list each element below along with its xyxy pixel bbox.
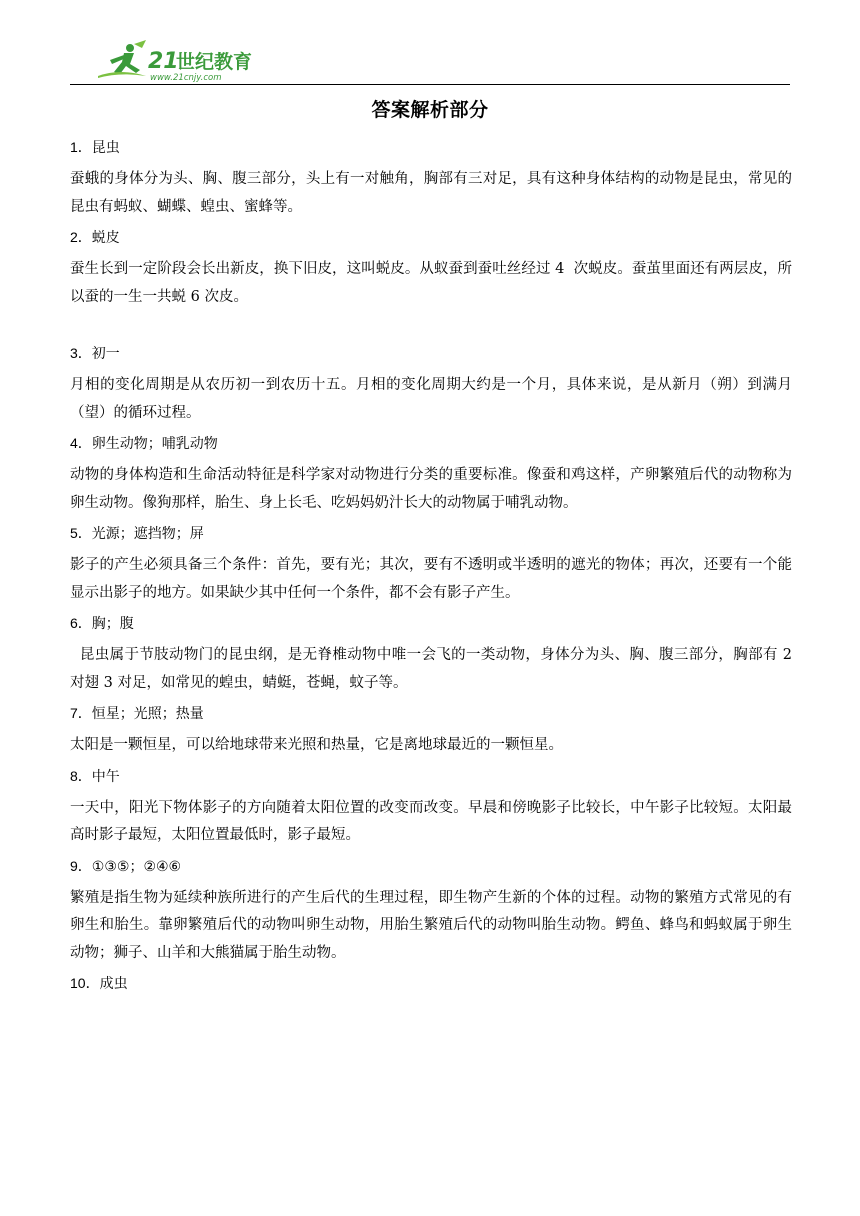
svg-text:世纪教育: 世纪教育	[176, 51, 253, 73]
question-number: 8．	[70, 767, 92, 784]
explanation-text: 昆虫属于节肢动物门的昆虫纲，是无脊椎动物中唯一会飞的一类动物，身体分为头、胸、腹三部分，胸部有 2 对翅 3 对足，如常见的蝗虫，蜻蜓，苍蝇，蚊子等。	[70, 647, 797, 691]
answer-text: 昆虫	[91, 140, 120, 156]
svg-text:www.21cnjy.com: www.21cnjy.com	[150, 73, 222, 83]
question-number: 4．	[70, 435, 92, 451]
question-number: 3．	[70, 345, 92, 361]
question-number: 5．	[70, 525, 92, 541]
answer-text: 初一	[91, 346, 120, 362]
question-answer	[70, 343, 792, 364]
explanation-text: 繁殖是指生物为延续种族所进行的产生后代的生理过程，即生物产生新的个体的过程。动物的繁殖方式常见的有卵生和胎生。靠卵繁殖后代的动物叫卵生动物，用胎生繁殖后代的动物叫胎生动物。鳄鱼、蜂鸟和蚂蚁属于卵生动物；狮子、山羊和大熊猫属于胎生动物。	[70, 889, 792, 961]
list-item	[70, 613, 797, 697]
explanation-text: 蚕蛾的身体分为头、胸、腹三部分，头上有一对触角，胸部有三对足，具有这种身体结构的动物是昆虫，常见的昆虫有蚂蚁、蝴蝶、蝗虫、蜜蜂等。	[70, 171, 792, 215]
list-item	[70, 973, 792, 994]
answer-text: 胸；腹	[91, 616, 134, 632]
explanation-text: 影子的产生必须具备三个条件：首先，要有光；其次，要有不透明或半透明的遮光的物体；再次，还要有一个能显示出影子的地方。如果缺少其中任何一个条件，都不会有影子产生。	[70, 557, 792, 601]
blank-gap	[70, 317, 792, 343]
logo	[90, 38, 260, 84]
answer-list	[70, 137, 797, 1002]
question-answer	[70, 137, 792, 158]
question-number: 9．	[70, 857, 92, 874]
explanation-text: 太阳是一颗恒星，可以给地球带来光照和热量，它是离地球最近的一颗恒星。	[70, 737, 563, 753]
question-answer	[70, 227, 792, 248]
list-item	[70, 703, 792, 760]
answer-text: 蜕皮	[91, 230, 120, 246]
question-answer	[70, 703, 792, 724]
page-title: 答案解析部分	[371, 99, 489, 121]
question-answer	[70, 613, 792, 634]
answer-text: ①③⑤；②④⑥	[91, 858, 182, 875]
question-answer	[70, 433, 792, 454]
header-divider	[70, 84, 790, 85]
list-item	[70, 766, 792, 850]
question-number: 1．	[70, 139, 92, 155]
question-number: 2．	[70, 229, 92, 245]
question-answer	[70, 856, 792, 877]
answer-text: 卵生动物；哺乳动物	[91, 436, 218, 452]
list-item	[70, 523, 792, 607]
question-answer	[70, 766, 792, 787]
list-item	[70, 343, 792, 427]
answer-text: 成虫	[99, 976, 128, 992]
logo-graphic	[90, 38, 260, 84]
question-number: 7．	[70, 705, 92, 721]
explanation-text: 月相的变化周期是从农历初一到农历十五。月相的变化周期大约是一个月，具体来说，是从新月（朔）到满月（望）的循环过程。	[70, 377, 792, 421]
question-answer	[70, 523, 792, 544]
question-answer	[70, 973, 792, 994]
list-item	[70, 137, 792, 221]
answer-text: 恒星；光照；热量	[91, 706, 204, 722]
question-number: 10．	[70, 975, 100, 991]
answer-text: 中午	[91, 768, 120, 785]
page-header	[70, 38, 790, 86]
list-item	[70, 227, 792, 311]
list-item	[70, 433, 792, 517]
explanation-text: 一天中，阳光下物体影子的方向随着太阳位置的改变而改变。早晨和傍晚影子比较长，中午影子比较短。太阳最高时影子最短，太阳位置最低时，影子最短。	[70, 799, 792, 843]
list-item	[70, 856, 792, 968]
question-number: 6．	[70, 615, 92, 631]
explanation-text: 动物的身体构造和生命活动特征是科学家对动物进行分类的重要标准。像蚕和鸡这样，产卵繁殖后代的动物称为卵生动物。像狗那样，胎生、身上长毛、吃妈妈奶汁长大的动物属于哺乳动物。	[70, 467, 792, 511]
svg-text:21: 21	[148, 49, 179, 74]
explanation-text: 蚕生长到一定阶段会长出新皮，换下旧皮，这叫蜕皮。从蚁蚕到蚕吐丝经过 4 次蜕皮。蚕茧里面还有两层皮，所以蚕的一生一共蜕 6 次皮。	[70, 261, 792, 305]
answer-text: 光源；遮挡物；屏	[91, 526, 204, 542]
